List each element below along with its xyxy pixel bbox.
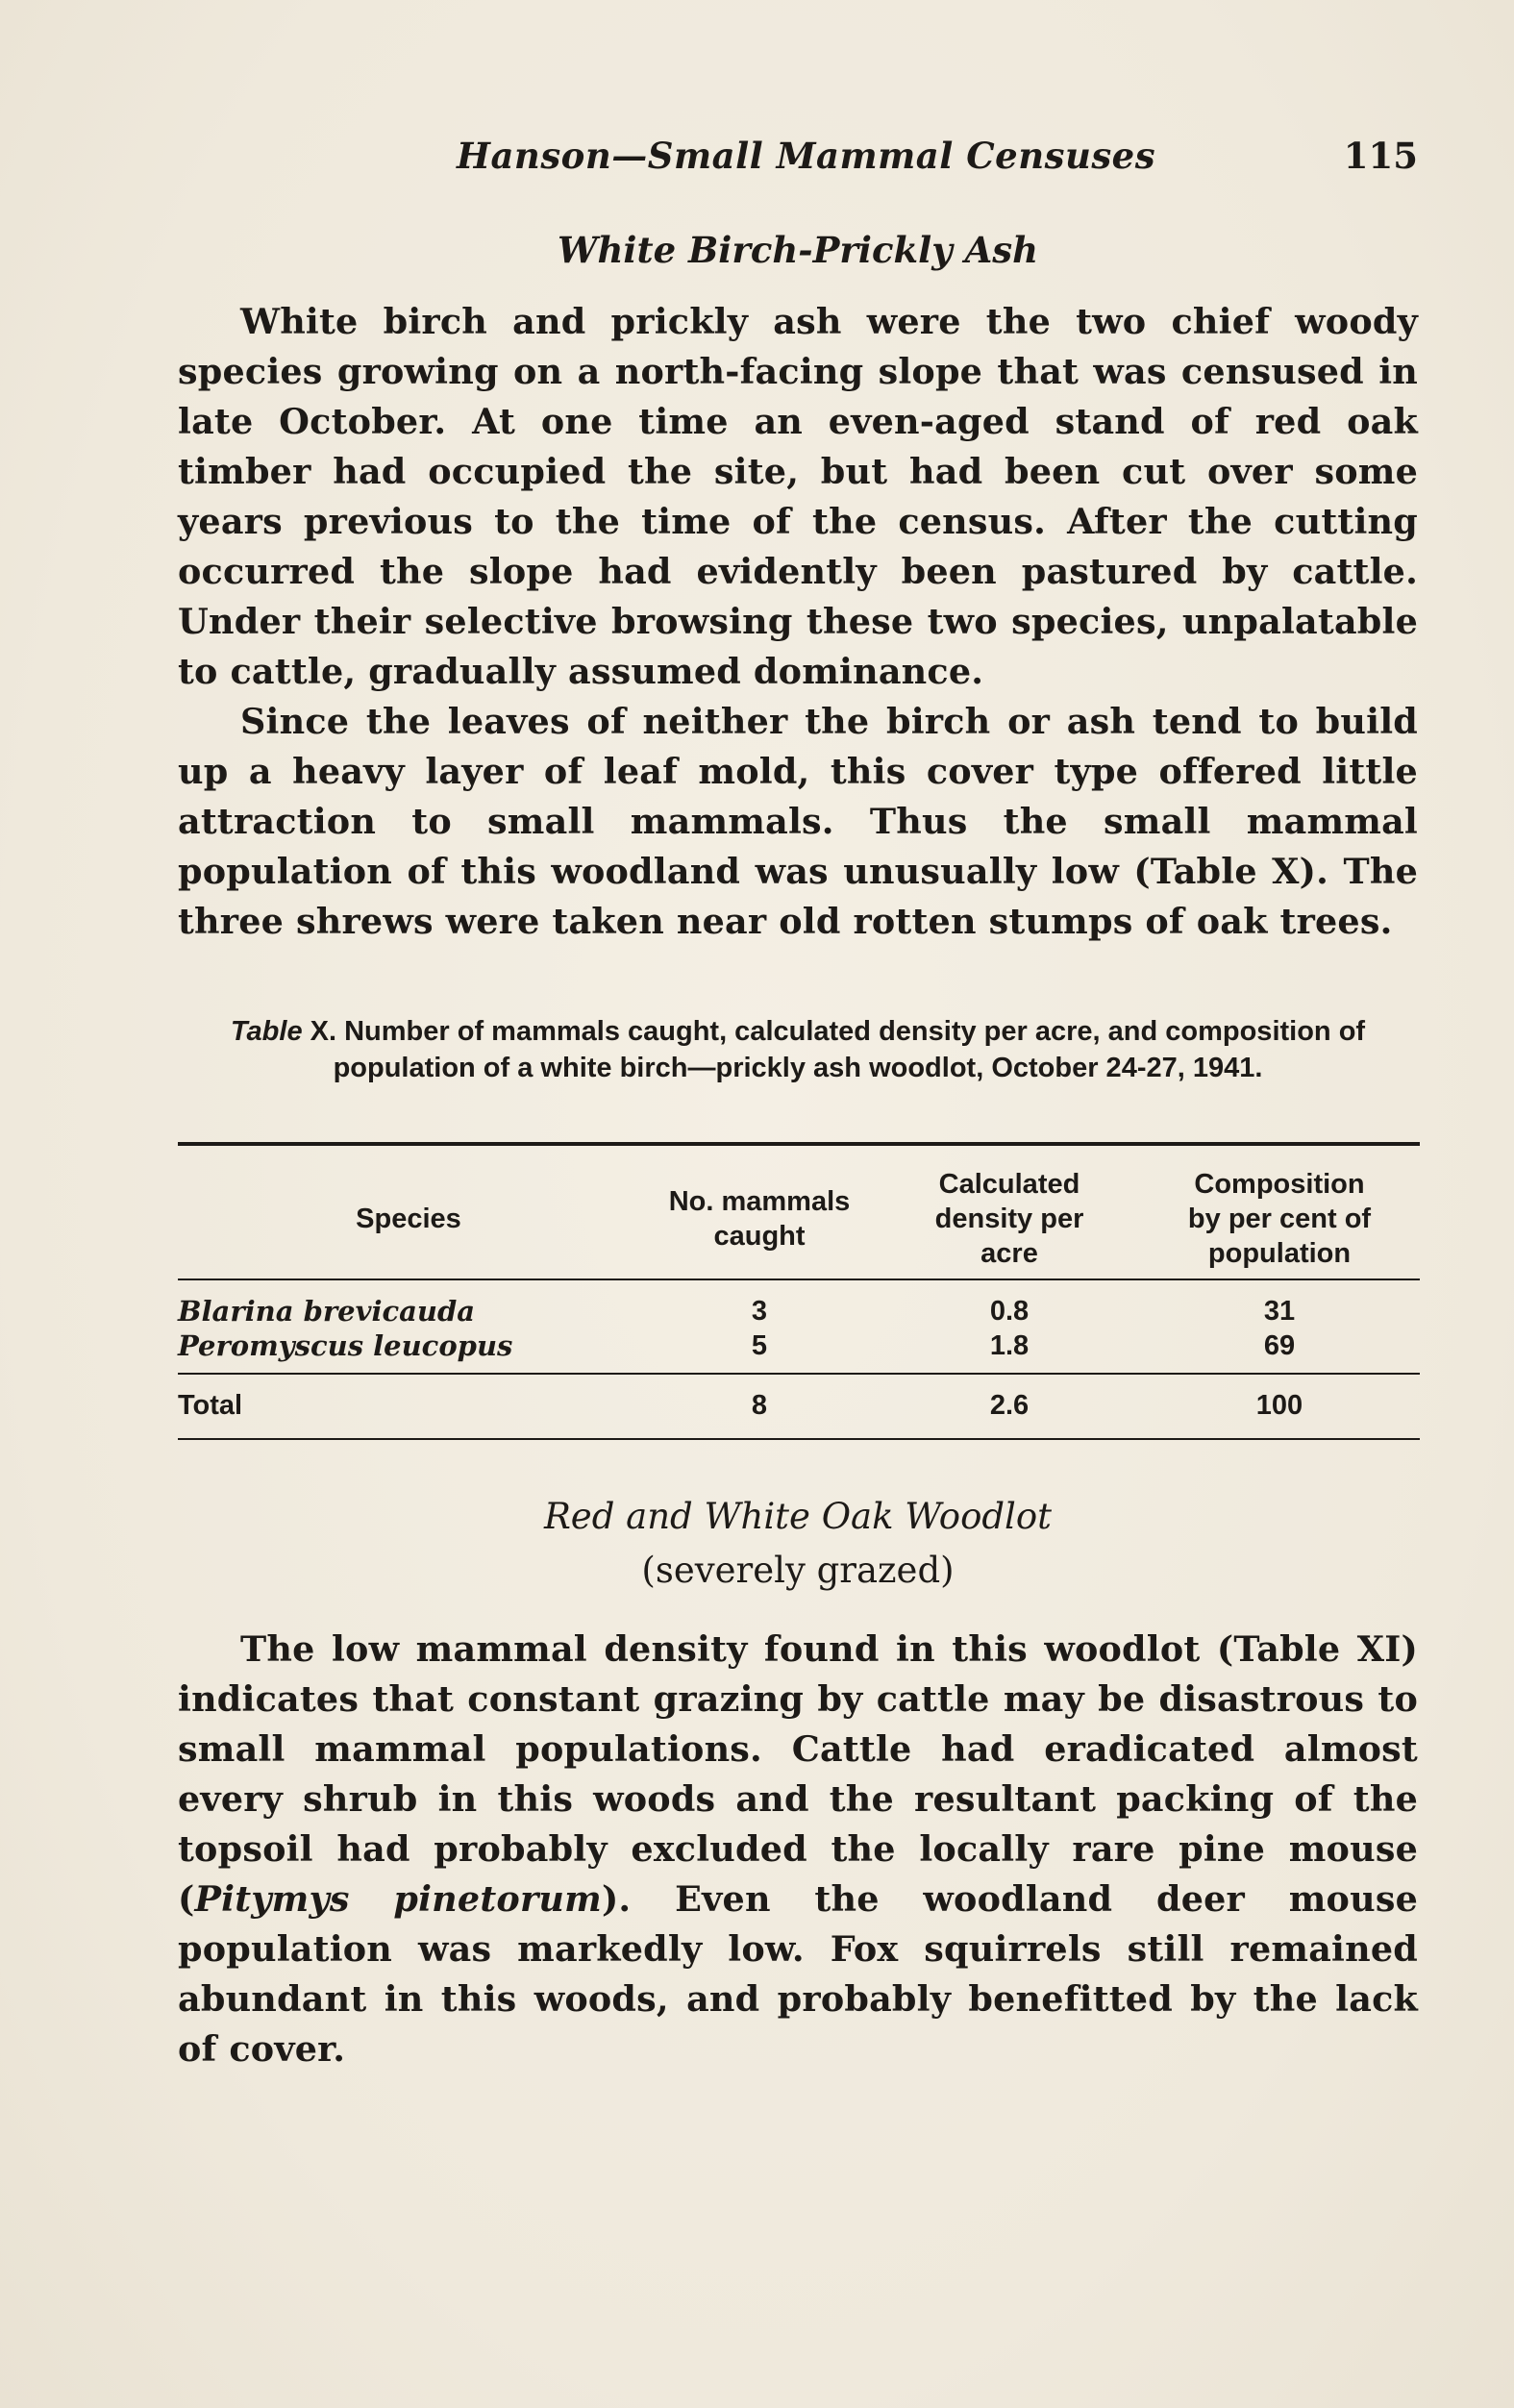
paragraph (178, 1625, 1418, 2074)
section-subheading: (severely grazed) (641, 1550, 955, 1591)
page-number: 115 (1343, 135, 1418, 177)
section-heading-oak-woodlot: Red and White Oak Woodlot (543, 1496, 1053, 1537)
cell-density: 1.8 (880, 1328, 1139, 1374)
cell-composition: 69 (1139, 1328, 1420, 1374)
table-total-row (178, 1374, 1420, 1439)
cell-caught: 3 (751, 1296, 768, 1327)
total-label: Total (178, 1374, 639, 1439)
paragraph: White birch and prickly ash were the two chief woody species growing on a north-facing slope that was censused in late October. At one time an even-aged stand of red oak timber had occupied the site, but had been cut over some years previous to the time of the census. After the cutting occurred the slope had evidently been pastured by cattle. Under their selective browsing these two species, unpalatable to cattle, gradually assumed dominance. (178, 301, 1418, 692)
table-caption-text: X. Number of mammals caught, calculated density per acre, and composition of population of a white birch—prickly ash woodlot, October 24-27, 1941. (310, 1016, 1366, 1083)
header-composition: Composition by per cent of population (1139, 1146, 1420, 1280)
section-1-body (178, 297, 1418, 947)
cell-species: Peromyscus leucopus (178, 1328, 639, 1374)
header-species: Species (178, 1146, 639, 1280)
paragraph-text: The low mammal density found in this woodlot (Table XI) indicates that constant grazing by cattle may be disastrous to small mammal populations. Cattle had eradicated almost every shrub in this woods and the resultant packing of the topsoil had probably excluded the locally rare pine mouse ( (178, 1628, 1418, 1920)
cell-caught: 5 (639, 1328, 880, 1374)
total-density: 2.6 (880, 1374, 1139, 1439)
section-2-body (178, 1625, 1418, 2074)
table-caption-label: Table (230, 1016, 303, 1047)
paragraph-text: ). Even the woodland deer mouse population was markedly low. Fox squirrels still remained abundant in this woods, and probably benefitted by the lack of cover. (178, 1878, 1418, 2070)
total-composition: 100 (1139, 1374, 1420, 1439)
table-row (178, 1328, 1420, 1374)
cell-species: Blarina brevicauda (178, 1295, 476, 1328)
mammal-table (178, 1142, 1420, 1440)
table-header-row (178, 1146, 1420, 1280)
paragraph: Since the leaves of neither the birch or ash tend to build up a heavy layer of leaf mold, this cover type offered little attraction to small mammals. Thus the small mammal population of this woodland was unusually low (Table X). The three shrews were taken near old rotten stumps of oak trees. (178, 701, 1418, 942)
header-density: Calculated density per acre (880, 1146, 1139, 1280)
table-row (178, 1279, 1420, 1328)
section-heading-white-birch: White Birch-Prickly Ash (557, 229, 1039, 271)
species-name: Pitymys pinetorum (194, 1878, 602, 1920)
header-caught: No. mammals caught (639, 1146, 880, 1280)
total-caught: 8 (639, 1374, 880, 1439)
running-head (178, 135, 1418, 183)
running-title: Hanson—Small Mammal Censuses (457, 135, 1156, 177)
table-caption (207, 1013, 1389, 1086)
cell-density: 0.8 (989, 1296, 1030, 1327)
cell-composition: 31 (1263, 1296, 1296, 1327)
